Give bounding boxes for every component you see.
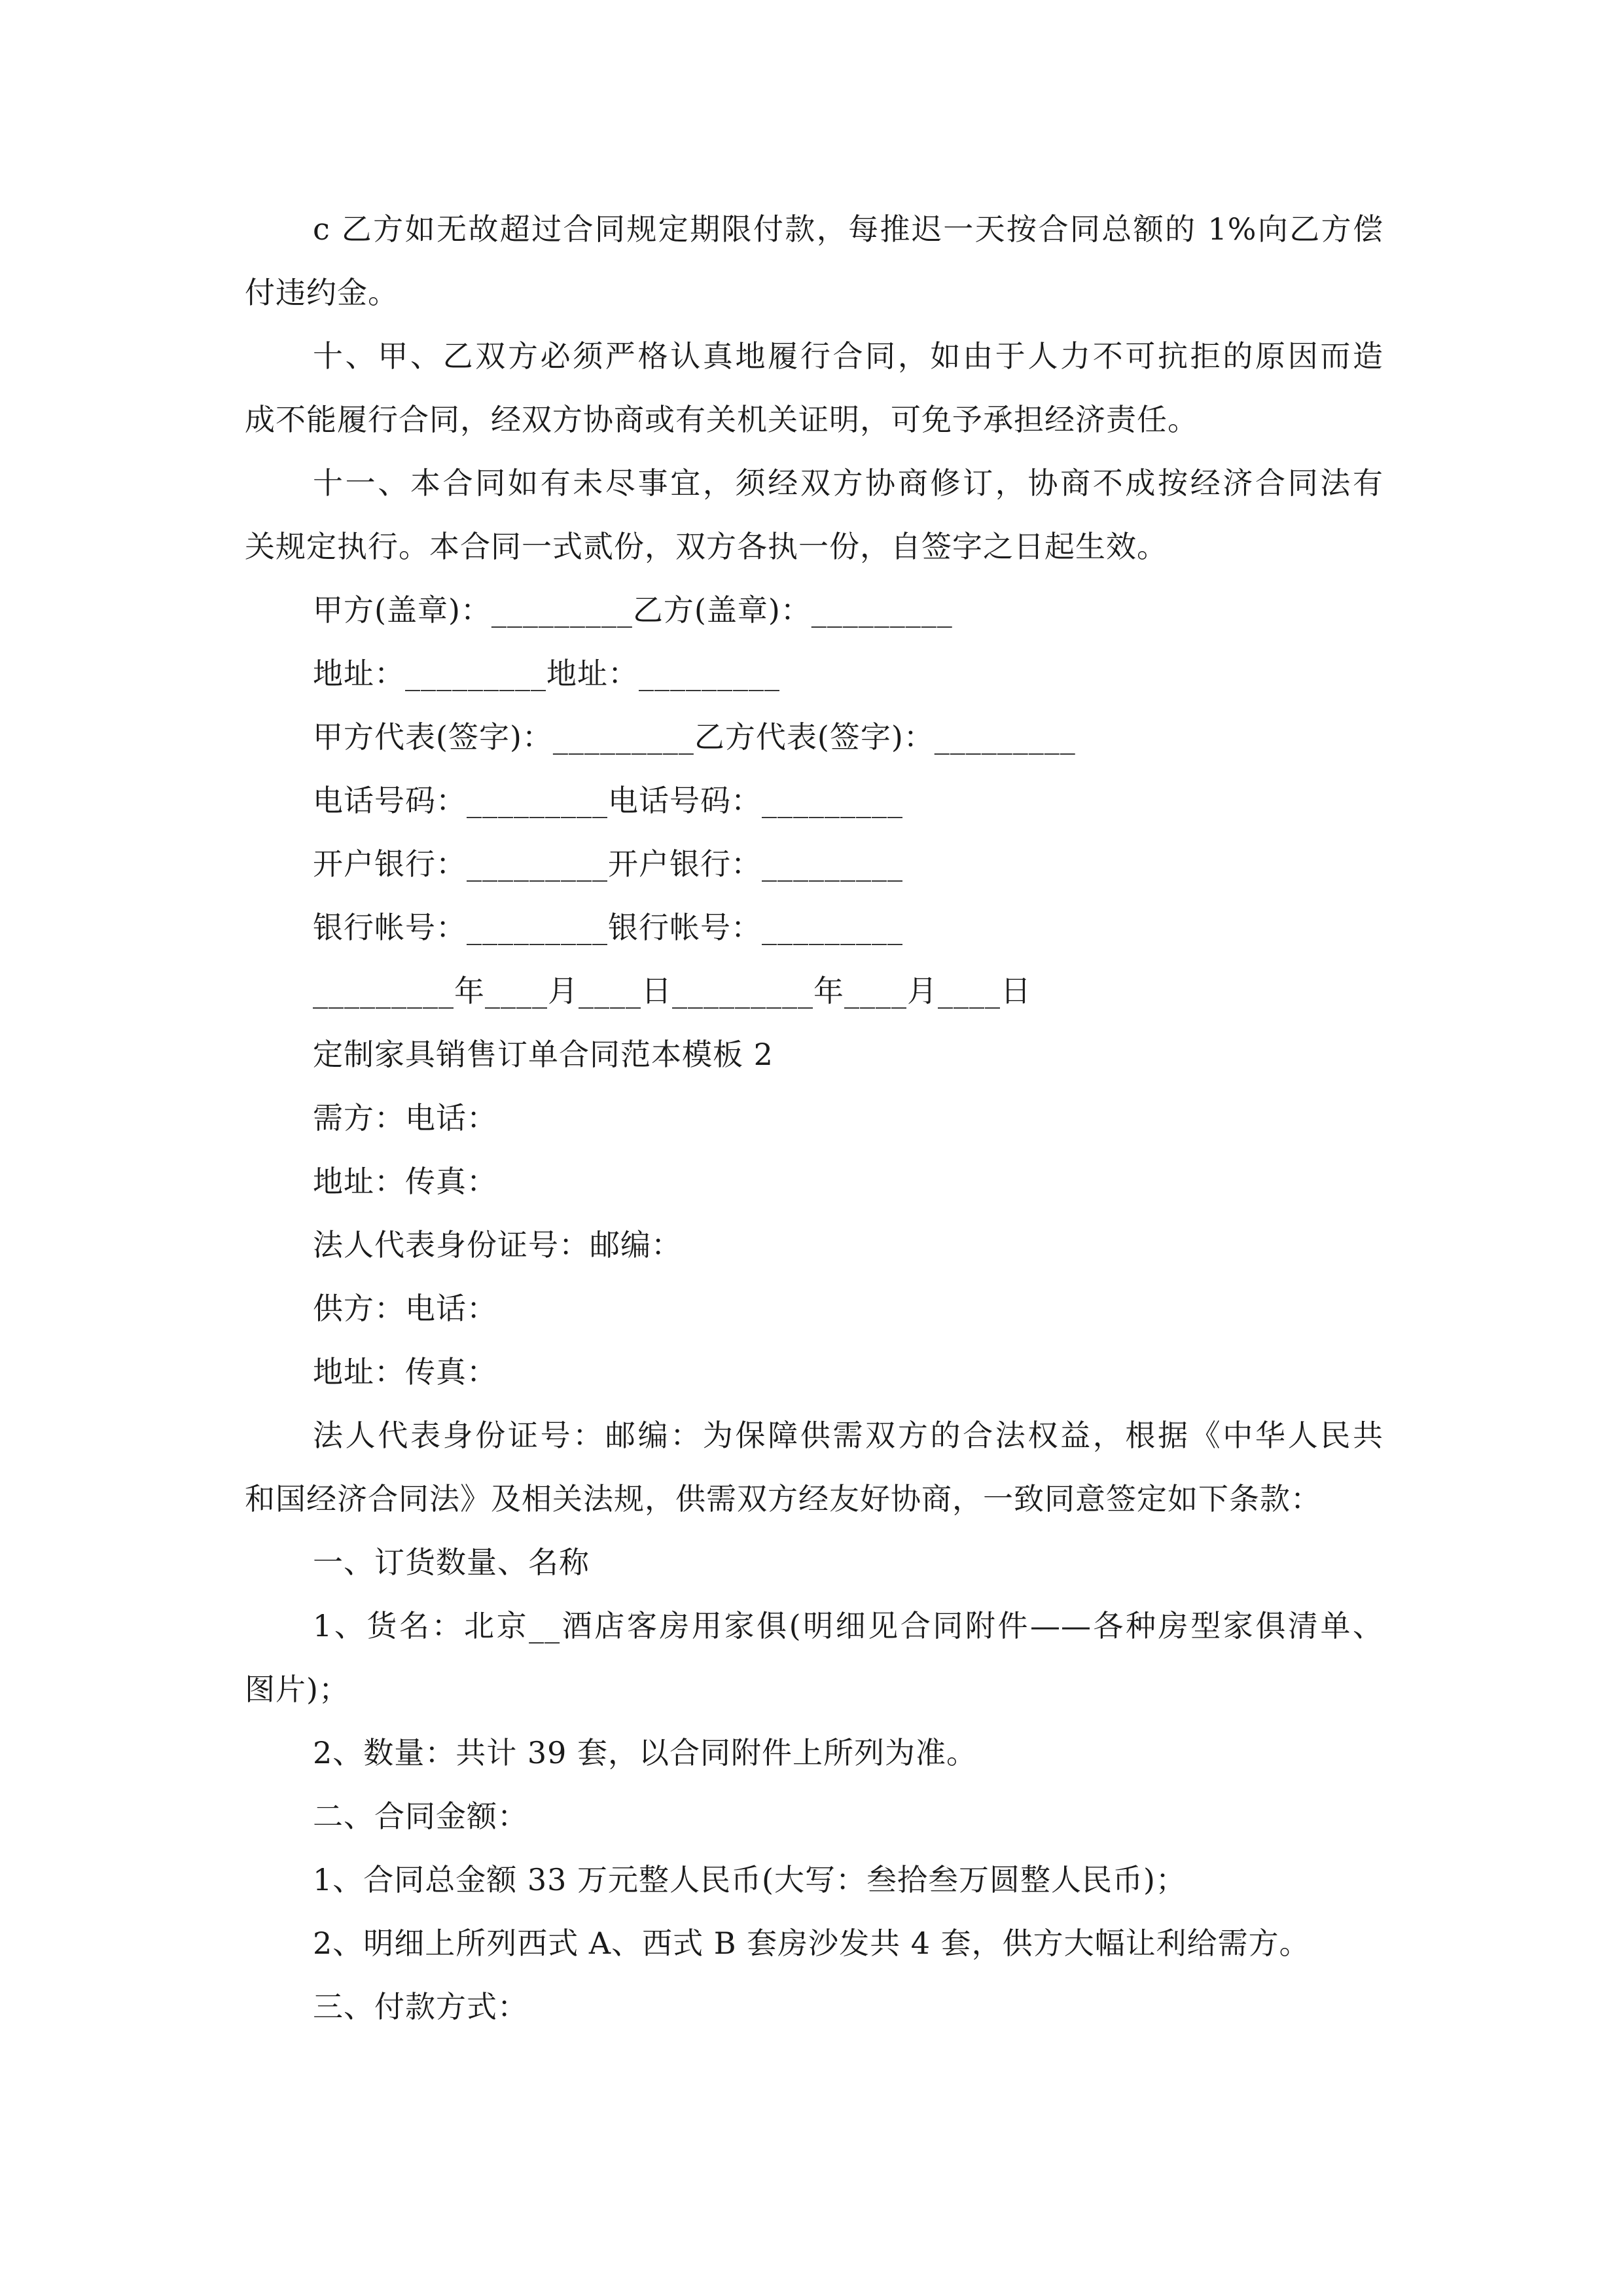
paragraph-line: 十、甲、乙双方必须严格认真地履行合同，如由于人力不可抗拒的原因而造: [313, 338, 1383, 374]
signature-line: 甲方(盖章)：_________乙方(盖章)：_________: [313, 592, 953, 628]
paragraph-line: 2、明细上所列西式 A、西式 B 套房沙发共 4 套，供方大幅让利给需方。: [313, 1926, 1310, 1961]
paragraph-line: 关规定执行。本合同一式贰份，双方各执一份，自签字之日起生效。: [245, 529, 1168, 564]
clause-heading: 一、订货数量、名称: [313, 1545, 590, 1580]
date-line: _________年____月____日_________年____月____日: [313, 973, 1031, 1009]
paragraph-line: 1、合同总金额 33 万元整人民币(大写：叁拾叁万圆整人民币)；: [313, 1862, 1186, 1897]
paragraph-line: 地址：传真：: [313, 1354, 497, 1390]
paragraph-line: 图片)；: [245, 1672, 349, 1707]
paragraph-line: 付违约金。: [245, 275, 399, 310]
paragraph-line: 1、货名：北京__酒店客房用家俱(明细见合同附件——各种房型家俱清单、: [313, 1608, 1383, 1643]
paragraph-line: 供方：电话：: [313, 1291, 497, 1326]
signature-line: 开户银行：_________开户银行：_________: [313, 846, 903, 882]
paragraph-line: c 乙方如无故超过合同规定期限付款，每推迟一天按合同总额的 1%向乙方偿: [313, 211, 1383, 247]
section-title: 定制家具销售订单合同范本模板 2: [313, 1037, 774, 1072]
paragraph-line: 和国经济合同法》及相关法规，供需双方经友好协商，一致同意签定如下条款：: [245, 1481, 1321, 1516]
paragraph-line: 十一、本合同如有未尽事宜，须经双方协商修订，协商不成按经济合同法有: [313, 465, 1383, 501]
clause-heading: 三、付款方式：: [313, 1989, 528, 2024]
clause-heading: 二、合同金额：: [313, 1799, 528, 1834]
paragraph-line: 成不能履行合同，经双方协商或有关机关证明，可免予承担经济责任。: [245, 402, 1198, 437]
signature-line: 电话号码：_________电话号码：_________: [313, 783, 903, 818]
paragraph-line: 法人代表身份证号：邮编：为保障供需双方的合法权益，根据《中华人民共: [313, 1418, 1383, 1453]
paragraph-line: 需方：电话：: [313, 1100, 497, 1136]
paragraph-line: 法人代表身份证号：邮编：: [313, 1227, 682, 1263]
signature-line: 甲方代表(签字)：_________乙方代表(签字)：_________: [313, 719, 1076, 755]
signature-line: 银行帐号：_________银行帐号：_________: [313, 910, 903, 945]
paragraph-line: 2、数量：共计 39 套，以合同附件上所列为准。: [313, 1735, 978, 1770]
signature-line: 地址：_________地址：_________: [313, 656, 780, 691]
paragraph-line: 地址：传真：: [313, 1164, 497, 1199]
